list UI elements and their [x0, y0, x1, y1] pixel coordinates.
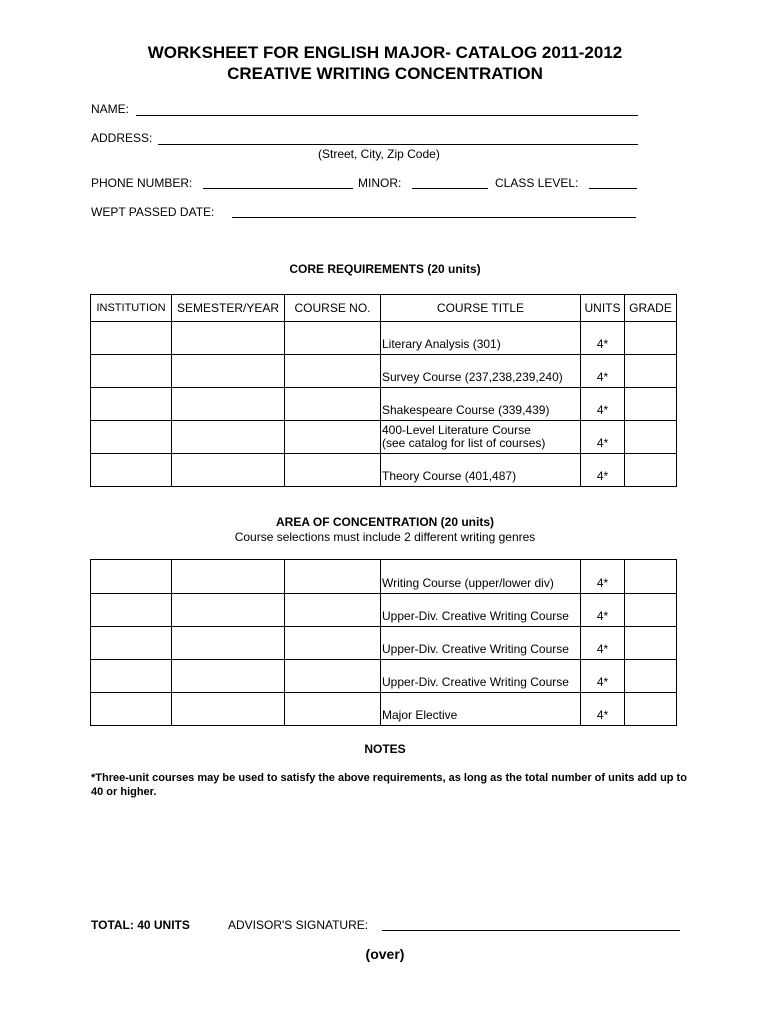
header-course-title: COURSE TITLE	[381, 295, 581, 322]
grade-cell[interactable]	[625, 388, 677, 421]
units-cell: 4*	[581, 560, 625, 594]
course-no-cell[interactable]	[285, 560, 381, 594]
semester-cell[interactable]	[172, 627, 285, 660]
class-level-field[interactable]	[589, 188, 637, 189]
over-note: (over)	[365, 946, 405, 962]
class-level-label: CLASS LEVEL:	[495, 176, 579, 190]
institution-cell[interactable]	[91, 560, 172, 594]
units-cell: 4*	[581, 388, 625, 421]
grade-cell[interactable]	[625, 355, 677, 388]
course-title-cell: Writing Course (upper/lower div)	[381, 560, 581, 594]
core-requirements-heading: CORE REQUIREMENTS (20 units)	[289, 262, 481, 276]
course-title-cell: Upper-Div. Creative Writing Course	[381, 594, 581, 627]
grade-cell[interactable]	[625, 454, 677, 487]
institution-cell[interactable]	[91, 421, 172, 454]
units-cell: 4*	[581, 627, 625, 660]
units-cell: 4*	[581, 322, 625, 355]
phone-field[interactable]	[203, 188, 353, 189]
address-field[interactable]	[158, 144, 638, 145]
grade-cell[interactable]	[625, 594, 677, 627]
wept-label: WEPT PASSED DATE:	[91, 205, 215, 219]
course-no-cell[interactable]	[285, 421, 381, 454]
table-row	[91, 454, 677, 487]
course-no-cell[interactable]	[285, 454, 381, 487]
table-row	[91, 388, 677, 421]
course-no-cell[interactable]	[285, 660, 381, 693]
course-title-cell	[381, 421, 581, 454]
course-title-line2: (see catalog for list of courses)	[382, 436, 546, 450]
course-no-cell[interactable]	[285, 322, 381, 355]
semester-cell[interactable]	[172, 660, 285, 693]
institution-cell[interactable]	[91, 627, 172, 660]
semester-cell[interactable]	[172, 388, 285, 421]
units-cell: 4*	[581, 660, 625, 693]
concentration-table	[90, 559, 677, 726]
course-title-line1: 400-Level Literature Course	[382, 423, 531, 437]
table-row	[91, 627, 677, 660]
course-title-cell: Theory Course (401,487)	[381, 454, 581, 487]
units-cell: 4*	[581, 693, 625, 726]
semester-cell[interactable]	[172, 454, 285, 487]
grade-cell[interactable]	[625, 660, 677, 693]
grade-cell[interactable]	[625, 421, 677, 454]
name-label: NAME:	[91, 102, 130, 116]
course-no-cell[interactable]	[285, 594, 381, 627]
header-grade: GRADE	[625, 295, 677, 322]
concentration-subheading: Course selections must include 2 different writing genres	[234, 530, 536, 544]
institution-cell[interactable]	[91, 660, 172, 693]
table-row	[91, 594, 677, 627]
semester-cell[interactable]	[172, 322, 285, 355]
semester-cell[interactable]	[172, 594, 285, 627]
institution-cell[interactable]	[91, 322, 172, 355]
course-title-cell: Survey Course (237,238,239,240)	[381, 355, 581, 388]
table-row	[91, 355, 677, 388]
institution-cell[interactable]	[91, 388, 172, 421]
semester-cell[interactable]	[172, 355, 285, 388]
grade-cell[interactable]	[625, 322, 677, 355]
institution-cell[interactable]	[91, 355, 172, 388]
institution-cell[interactable]	[91, 594, 172, 627]
semester-cell[interactable]	[172, 421, 285, 454]
institution-cell[interactable]	[91, 454, 172, 487]
address-label: ADDRESS:	[91, 131, 153, 145]
grade-cell[interactable]	[625, 693, 677, 726]
course-no-cell[interactable]	[285, 693, 381, 726]
header-course-no: COURSE NO.	[285, 295, 381, 322]
course-title-cell: Upper-Div. Creative Writing Course	[381, 627, 581, 660]
units-cell: 4*	[581, 421, 625, 454]
core-header-row	[91, 295, 677, 322]
advisor-signature-field[interactable]	[382, 930, 680, 931]
page-title: WORKSHEET FOR ENGLISH MAJOR- CATALOG 2011-2012	[147, 43, 623, 62]
page-subtitle: CREATIVE WRITING CONCENTRATION	[227, 64, 543, 83]
header-institution: INSTITUTION	[91, 295, 172, 322]
course-title-cell: Major Elective	[381, 693, 581, 726]
advisor-signature-label: ADVISOR'S SIGNATURE:	[228, 918, 369, 932]
units-cell: 4*	[581, 594, 625, 627]
notes-heading: NOTES	[364, 742, 406, 756]
units-cell: 4*	[581, 454, 625, 487]
table-row	[91, 660, 677, 693]
name-field[interactable]	[136, 115, 638, 116]
header-units: UNITS	[581, 295, 625, 322]
wept-field[interactable]	[232, 217, 636, 218]
minor-label: MINOR:	[358, 176, 402, 190]
grade-cell[interactable]	[625, 560, 677, 594]
table-row	[91, 693, 677, 726]
table-row	[91, 560, 677, 594]
notes-text: *Three-unit courses may be used to satisfy the above requirements, as long as the total number of units add up to 40 or higher.	[91, 772, 687, 798]
header-semester-year: SEMESTER/YEAR	[172, 295, 285, 322]
table-row	[91, 322, 677, 355]
core-requirements-table	[90, 294, 677, 487]
course-no-cell[interactable]	[285, 355, 381, 388]
course-no-cell[interactable]	[285, 627, 381, 660]
address-hint: (Street, City, Zip Code)	[318, 147, 440, 161]
grade-cell[interactable]	[625, 627, 677, 660]
phone-label: PHONE NUMBER:	[91, 176, 193, 190]
minor-field[interactable]	[412, 188, 488, 189]
concentration-heading: AREA OF CONCENTRATION (20 units)	[276, 515, 494, 529]
table-row	[91, 421, 677, 454]
course-no-cell[interactable]	[285, 388, 381, 421]
institution-cell[interactable]	[91, 693, 172, 726]
total-units: TOTAL: 40 UNITS	[91, 918, 190, 932]
semester-cell[interactable]	[172, 560, 285, 594]
course-title-cell: Shakespeare Course (339,439)	[381, 388, 581, 421]
course-title-cell: Upper-Div. Creative Writing Course	[381, 660, 581, 693]
course-title-cell: Literary Analysis (301)	[381, 322, 581, 355]
semester-cell[interactable]	[172, 693, 285, 726]
units-cell: 4*	[581, 355, 625, 388]
